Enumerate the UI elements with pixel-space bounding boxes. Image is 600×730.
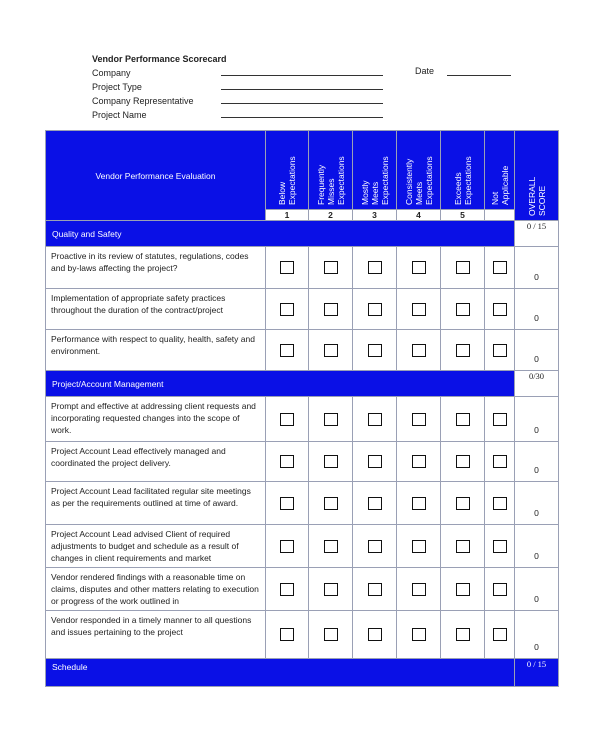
section-row-schedule <box>46 659 559 687</box>
checkbox-frequently-misses[interactable] <box>324 540 338 553</box>
checkbox-frequently-misses[interactable] <box>324 413 338 426</box>
table-row <box>46 442 559 482</box>
checkbox-mostly-meets[interactable] <box>368 497 382 510</box>
checkbox-exceeds[interactable] <box>456 583 470 596</box>
checkbox-exceeds[interactable] <box>456 344 470 357</box>
checkbox-below-expectations[interactable] <box>280 628 294 641</box>
section-row-quality-safety <box>46 221 559 247</box>
checkbox-consistently-meets[interactable] <box>412 540 426 553</box>
checkbox-mostly-meets[interactable] <box>368 413 382 426</box>
checkbox-mostly-meets[interactable] <box>368 540 382 553</box>
checkbox-consistently-meets[interactable] <box>412 303 426 316</box>
date-field-line[interactable] <box>447 75 511 76</box>
checkbox-not-applicable[interactable] <box>493 540 507 553</box>
checkbox-mostly-meets[interactable] <box>368 344 382 357</box>
company-field-line[interactable] <box>221 75 383 76</box>
evaluation-heading: Vendor Performance Evaluation <box>46 131 266 221</box>
checkbox-consistently-meets[interactable] <box>412 497 426 510</box>
section-total: 0/30 <box>515 371 559 397</box>
checkbox-consistently-meets[interactable] <box>412 583 426 596</box>
criterion-text: Vendor responded in a timely manner to all questions and issues pertaining to the project <box>46 611 266 659</box>
checkbox-mostly-meets[interactable] <box>368 583 382 596</box>
rating-number-4: 4 <box>397 210 441 221</box>
checkbox-below-expectations[interactable] <box>280 497 294 510</box>
checkbox-frequently-misses[interactable] <box>324 583 338 596</box>
checkbox-not-applicable[interactable] <box>493 628 507 641</box>
checkbox-frequently-misses[interactable] <box>324 497 338 510</box>
checkbox-mostly-meets[interactable] <box>368 455 382 468</box>
checkbox-mostly-meets[interactable] <box>368 261 382 274</box>
section-total: 0 / 15 <box>515 659 559 687</box>
checkbox-not-applicable[interactable] <box>493 413 507 426</box>
section-total: 0 / 15 <box>515 221 559 247</box>
col-frequently-misses: Frequently Misses Expectations <box>309 131 353 210</box>
checkbox-exceeds[interactable] <box>456 303 470 316</box>
checkbox-below-expectations[interactable] <box>280 261 294 274</box>
scorecard-table <box>45 130 559 687</box>
checkbox-frequently-misses[interactable] <box>324 628 338 641</box>
row-score: 0 <box>515 568 559 611</box>
criterion-text: Project Account Lead effectively managed and coordinated the project delivery. <box>46 442 266 482</box>
project-name-field-line[interactable] <box>221 117 383 118</box>
checkbox-exceeds[interactable] <box>456 540 470 553</box>
checkbox-not-applicable[interactable] <box>493 455 507 468</box>
rating-number-na <box>485 210 515 221</box>
col-exceeds-expectations: Exceeds Expectations <box>441 131 485 210</box>
checkbox-frequently-misses[interactable] <box>324 261 338 274</box>
row-score: 0 <box>515 330 559 371</box>
checkbox-not-applicable[interactable] <box>493 497 507 510</box>
checkbox-consistently-meets[interactable] <box>412 344 426 357</box>
field-label-company: Company <box>92 68 131 78</box>
table-row <box>46 289 559 330</box>
checkbox-consistently-meets[interactable] <box>412 455 426 468</box>
checkbox-below-expectations[interactable] <box>280 540 294 553</box>
col-overall-score: OVERALL SCORE <box>515 131 559 221</box>
table-row <box>46 482 559 525</box>
checkbox-below-expectations[interactable] <box>280 583 294 596</box>
table-row <box>46 611 559 659</box>
row-score: 0 <box>515 611 559 659</box>
checkbox-mostly-meets[interactable] <box>368 303 382 316</box>
date-label: Date <box>415 66 435 76</box>
checkbox-not-applicable[interactable] <box>493 583 507 596</box>
checkbox-exceeds[interactable] <box>456 455 470 468</box>
checkbox-below-expectations[interactable] <box>280 455 294 468</box>
col-not-applicable: Not Applicable <box>485 131 515 210</box>
checkbox-consistently-meets[interactable] <box>412 628 426 641</box>
field-label-project-type: Project Type <box>92 82 142 92</box>
table-row <box>46 397 559 442</box>
checkbox-exceeds[interactable] <box>456 413 470 426</box>
criterion-text: Performance with respect to quality, health, safety and environment. <box>46 330 266 371</box>
section-title: Quality and Safety <box>46 221 515 247</box>
checkbox-not-applicable[interactable] <box>493 261 507 274</box>
table-row <box>46 525 559 568</box>
row-score: 0 <box>515 247 559 289</box>
section-title: Project/Account Management <box>46 371 515 397</box>
checkbox-consistently-meets[interactable] <box>412 413 426 426</box>
col-consistently-meets: Consistently Meets Expectations <box>397 131 441 210</box>
criterion-text: Project Account Lead advised Client of required adjustments to budget and schedule as a result of changes in client requirements and market <box>46 525 266 568</box>
checkbox-frequently-misses[interactable] <box>324 344 338 357</box>
row-score: 0 <box>515 397 559 442</box>
criterion-text: Proactive in its review of statutes, regulations, codes and by-laws affecting the project? <box>46 247 266 289</box>
criterion-text: Vendor rendered findings with a reasonable time on claims, disputes and other matters relating to execution or progress of the work outlined in <box>46 568 266 611</box>
rating-number-2: 2 <box>309 210 353 221</box>
row-score: 0 <box>515 525 559 568</box>
row-score: 0 <box>515 289 559 330</box>
rating-number-1: 1 <box>266 210 309 221</box>
checkbox-exceeds[interactable] <box>456 628 470 641</box>
checkbox-below-expectations[interactable] <box>280 413 294 426</box>
checkbox-frequently-misses[interactable] <box>324 455 338 468</box>
checkbox-below-expectations[interactable] <box>280 303 294 316</box>
table-row <box>46 247 559 289</box>
criterion-text: Implementation of appropriate safety practices throughout the duration of the contract/project <box>46 289 266 330</box>
field-label-project-name: Project Name <box>92 110 147 120</box>
checkbox-exceeds[interactable] <box>456 261 470 274</box>
checkbox-mostly-meets[interactable] <box>368 628 382 641</box>
checkbox-exceeds[interactable] <box>456 497 470 510</box>
table-row <box>46 568 559 611</box>
form-title: Vendor Performance Scorecard <box>92 54 227 64</box>
project-type-field-line[interactable] <box>221 89 383 90</box>
table-header-row <box>46 131 559 210</box>
row-score: 0 <box>515 442 559 482</box>
criterion-text: Project Account Lead facilitated regular site meetings as per the requirements outlined at time of award. <box>46 482 266 525</box>
checkbox-frequently-misses[interactable] <box>324 303 338 316</box>
checkbox-consistently-meets[interactable] <box>412 261 426 274</box>
table-row <box>46 330 559 371</box>
field-label-company-representative: Company Representative <box>92 96 194 106</box>
rating-number-3: 3 <box>353 210 397 221</box>
form-header <box>92 52 227 122</box>
section-title: Schedule <box>46 659 515 687</box>
col-mostly-meets: Mostly Meets Expectations <box>353 131 397 210</box>
checkbox-below-expectations[interactable] <box>280 344 294 357</box>
company-representative-field-line[interactable] <box>221 103 383 104</box>
checkbox-not-applicable[interactable] <box>493 344 507 357</box>
rating-number-5: 5 <box>441 210 485 221</box>
criterion-text: Prompt and effective at addressing client requests and incorporating requested changes into the scope of work. <box>46 397 266 442</box>
col-below-expectations: Below Expectations <box>266 131 309 210</box>
section-row-project-account-management <box>46 371 559 397</box>
checkbox-not-applicable[interactable] <box>493 303 507 316</box>
row-score: 0 <box>515 482 559 525</box>
